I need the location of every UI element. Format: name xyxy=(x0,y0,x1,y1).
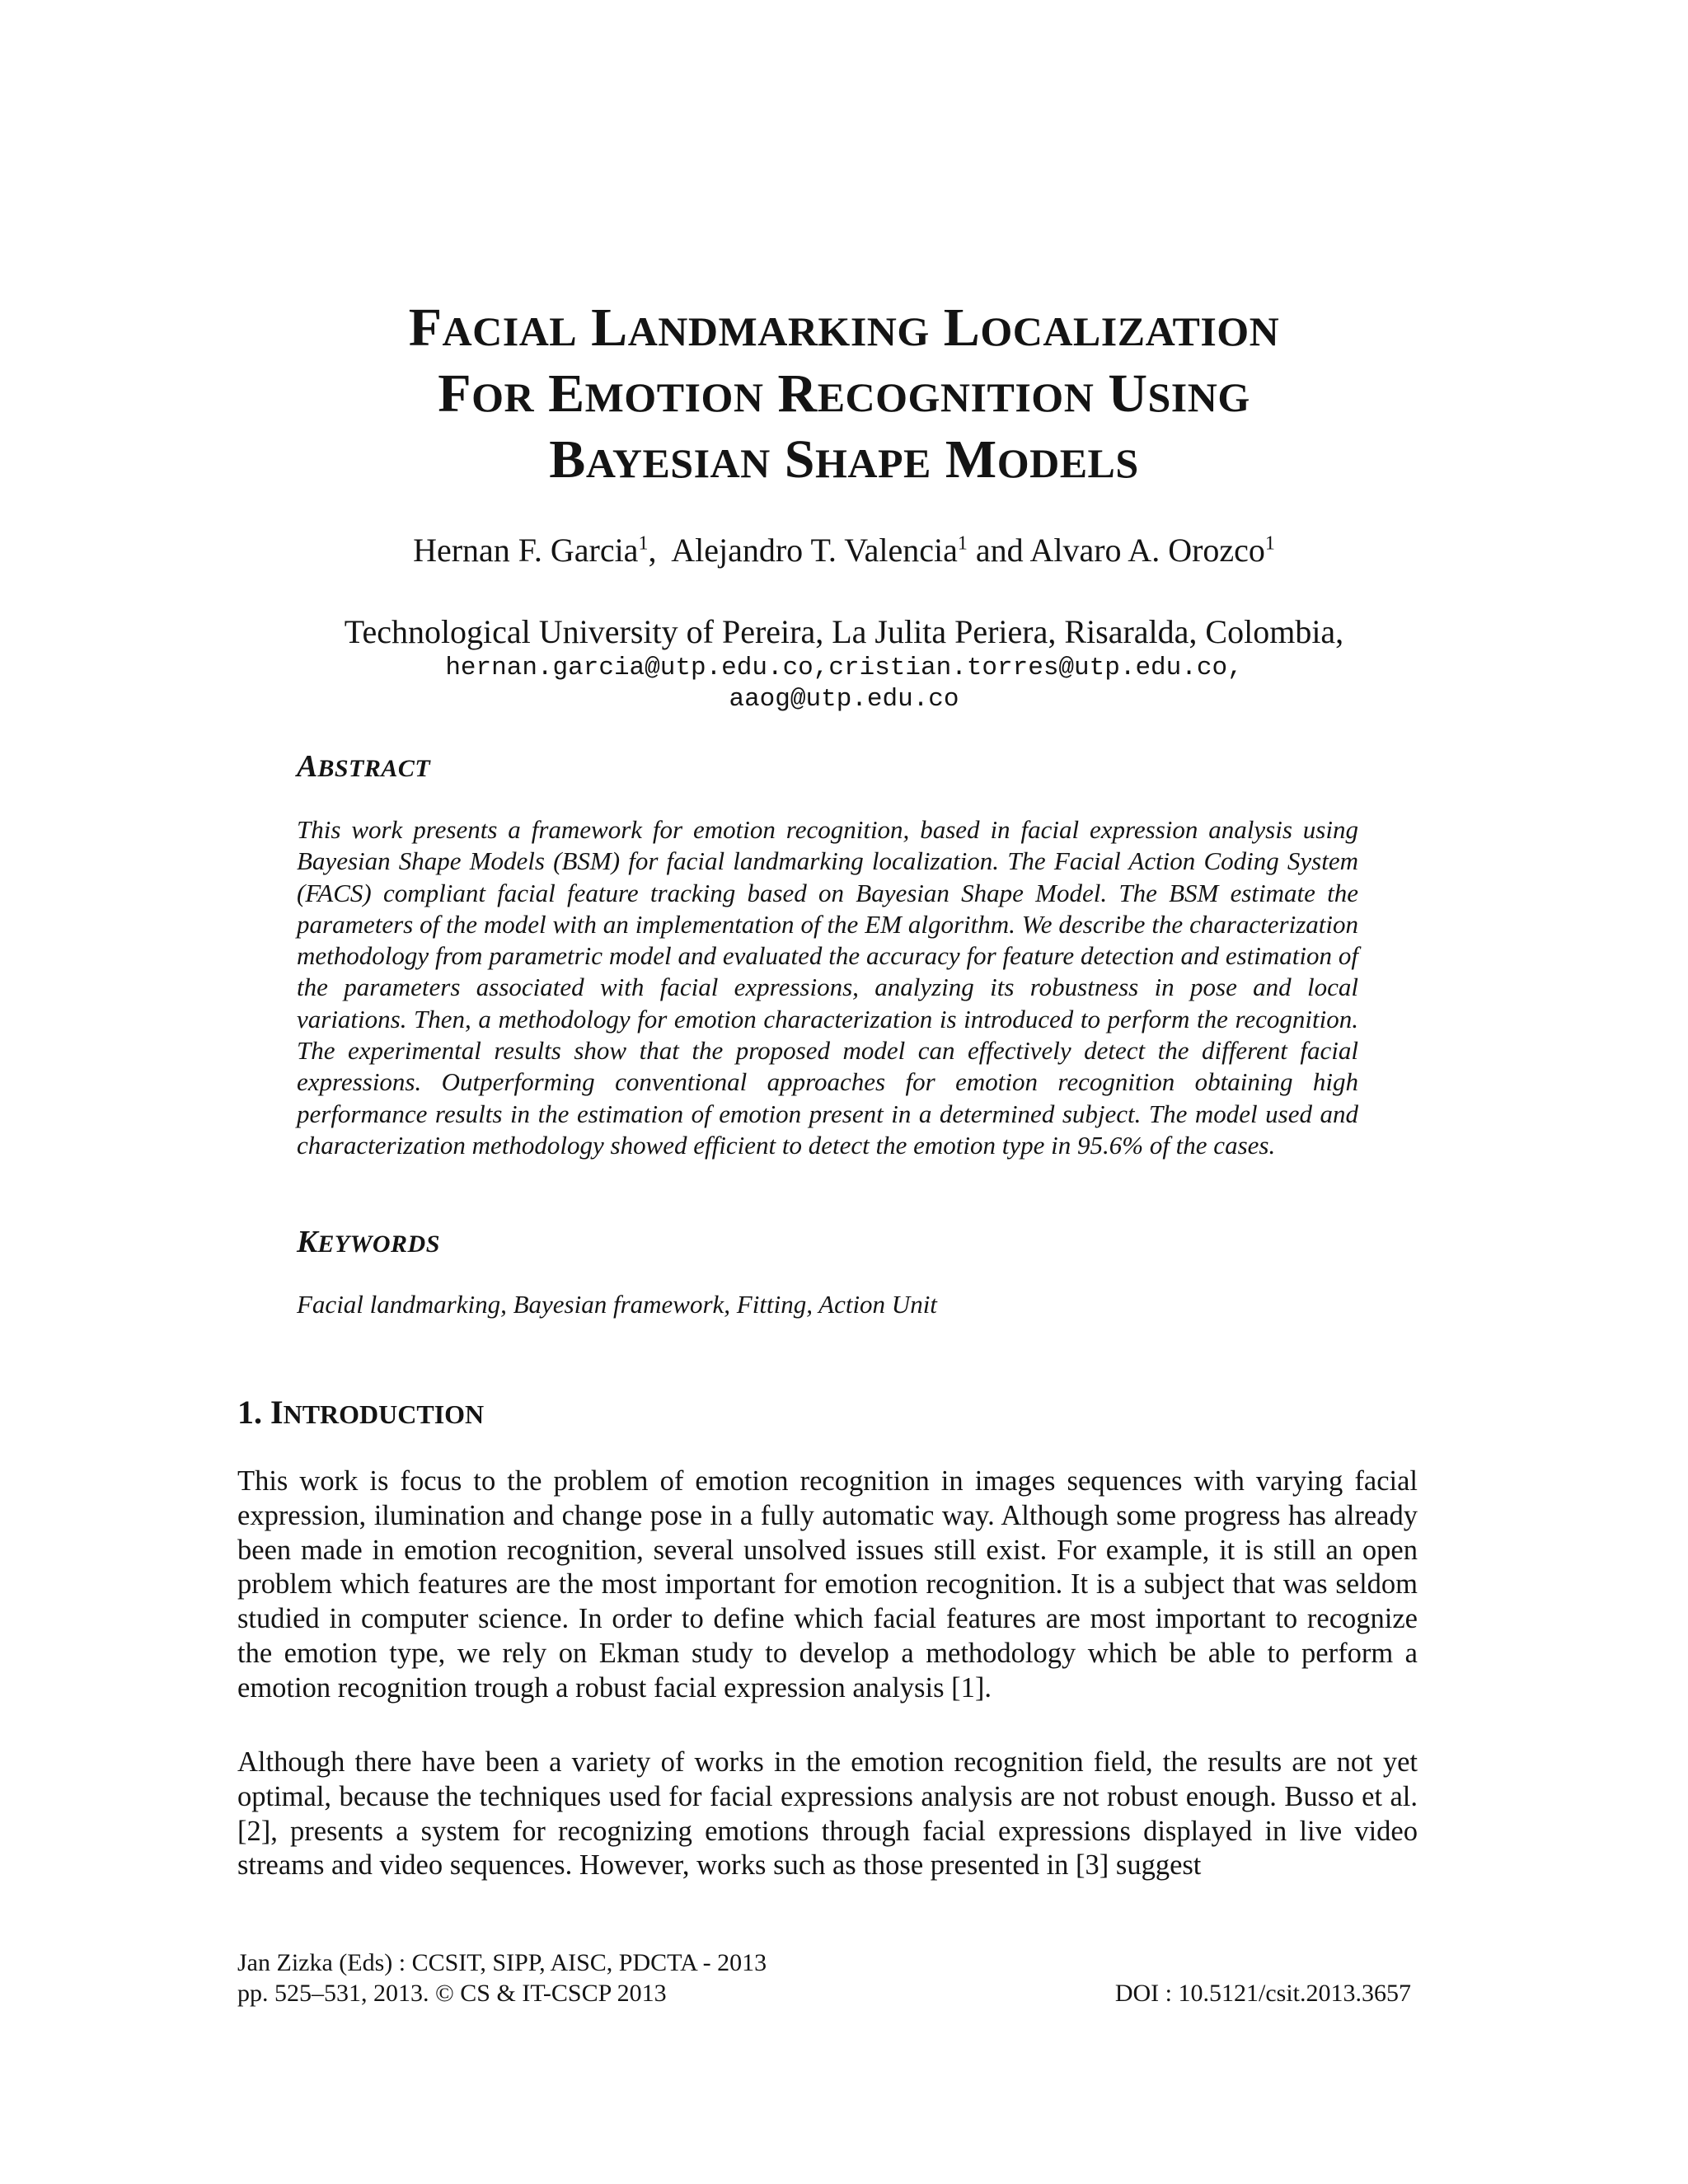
author-list: Hernan F. Garcia$^1$, Alejandro T. Valencia$^1$ and Alvaro A. Orozco$^1$ xyxy=(413,532,1275,569)
affiliation-mark: 1 xyxy=(638,532,649,555)
affiliation-mark: 1 xyxy=(1264,532,1275,555)
author-emails xyxy=(0,653,1688,715)
author-name: Alvaro A. Orozco xyxy=(1029,532,1265,569)
footer-proceedings: Jan Zizka (Eds) : CCSIT, SIPP, AISC, PDCTA - 2013 xyxy=(237,1949,767,1976)
abstract-heading: ABSTRACT xyxy=(297,749,431,784)
abstract-text: This work presents a framework for emotion recognition, based in facial expression analysis using Bayesian Shape Models (BSM) for facial landmarking localization. The Facial Action Coding System (FACS) compliant facial feature tracking based on Bayesian Shape Model. The BSM estimate the parameters of the model with an implementation of the EM algorithm. We describe the characterization methodology from parametric model and evaluated the accuracy for feature detection and estimation of the parameters associated with facial expressions, analyzing its robustness in pose and local variations. Then, a methodology for emotion characterization is introduced to perform the recognition. The experimental results show that the proposed model can effectively detect the different facial expressions. Outperforming conventional approaches for emotion recognition obtaining high performance results in the estimation of emotion present in a determined subject. The model used and characterization methodology showed efficient to detect the emotion type in 95.6% of the cases. xyxy=(297,815,1358,1160)
author-name: Alejandro T. Valencia xyxy=(671,532,958,569)
title-line-1: FACIAL LANDMARKING LOCALIZATION xyxy=(408,298,1280,358)
footer-pages: pp. 525–531, 2013. © CS & IT-CSCP 2013 xyxy=(237,1980,667,2007)
email-line[interactable]: hernan.garcia@utp.edu.co,cristian.torres@utp.edu.co, xyxy=(445,654,1243,682)
author-name: Hernan F. Garcia xyxy=(413,532,639,569)
title-line-2: FOR EMOTION RECOGNITION USING xyxy=(438,363,1250,424)
affiliation-mark: 1 xyxy=(957,532,968,555)
body-paragraph: Although there have been a variety of works in the emotion recognition field, the results are not yet optimal, because the techniques used for facial expressions analysis are not robust enough. Busso et al. [2], presents a system for recognizing emotions through facial expressions displayed in live video streams and video sequences. However, works such as those presented in [3] suggest xyxy=(237,1746,1418,1882)
keywords-text: Facial landmarking, Bayesian framework, Fitting, Action Unit xyxy=(297,1290,937,1319)
email-line[interactable]: aaog@utp.edu.co xyxy=(729,685,959,714)
body-paragraph: This work is focus to the problem of emotion recognition in images sequences with varying facial expression, ilumination and change pose in a fully automatic way. Although some progress has already been made in emotion recognition, several unsolved issues still exist. For example, it is still an open problem which features are the most important for emotion recognition. It is a subject that was seldom studied in computer science. In order to define which facial features are most important to recognize the emotion type, we rely on Ekman study to develop a methodology which be able to perform a emotion recognition trough a robust facial expression analysis [1]. xyxy=(237,1465,1418,1704)
title-line-3: BAYESIAN SHAPE MODELS xyxy=(549,429,1139,490)
section-heading-introduction: 1. INTRODUCTION xyxy=(237,1394,485,1431)
keywords-heading: KEYWORDS xyxy=(297,1225,440,1259)
affiliation: Technological University of Pereira, La Julita Periera, Risaralda, Colombia, xyxy=(344,613,1344,650)
footer-citation xyxy=(237,1947,767,2008)
footer-doi[interactable]: DOI : 10.5121/csit.2013.3657 xyxy=(1114,1980,1411,2007)
paper-title xyxy=(0,297,1688,494)
